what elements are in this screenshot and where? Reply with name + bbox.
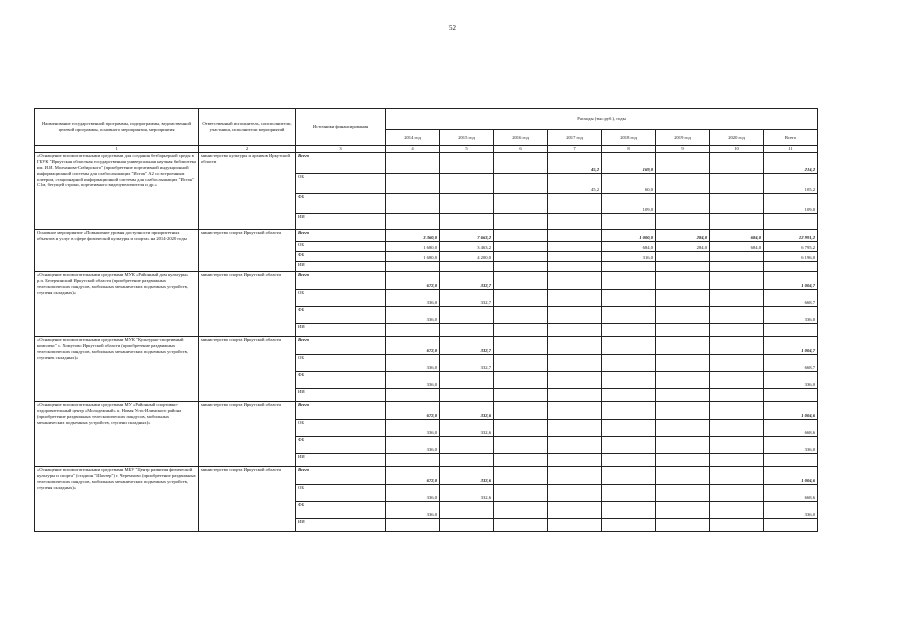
amount-cell [764, 214, 818, 230]
amount-cell [602, 324, 656, 337]
amount-cell: 214,2 [764, 153, 818, 174]
amount-cell [548, 262, 602, 272]
measure-executor: министерство культуры и архивов Иркутской области [199, 153, 296, 230]
amount-cell: 1 680,0 [386, 242, 440, 252]
header-year: 2016 год [494, 130, 548, 146]
amount-cell: 3 463,2 [440, 242, 494, 252]
amount-cell [494, 454, 548, 467]
amount-cell [494, 230, 548, 242]
header-source: Источники финансирования [296, 109, 386, 146]
amount-cell: 332,7 [440, 337, 494, 355]
amount-cell: 332,7 [440, 272, 494, 290]
measure-executor: министерство спорта Иркутской области [199, 337, 296, 402]
amount-cell [656, 194, 710, 214]
amount-cell [656, 485, 710, 502]
funding-source: Всего [296, 153, 386, 174]
amount-cell [386, 153, 440, 174]
column-number: 3 [296, 146, 386, 153]
amount-cell [602, 372, 656, 389]
header-year: 2017 год [548, 130, 602, 146]
amount-cell [494, 519, 548, 532]
funding-source: Всего [296, 337, 386, 355]
amount-cell [494, 502, 548, 519]
funding-source: ИИ [296, 214, 386, 230]
amount-cell [440, 307, 494, 324]
amount-cell [602, 337, 656, 355]
funding-source: ИИ [296, 324, 386, 337]
table-row [35, 272, 818, 290]
funding-source: ИИ [296, 454, 386, 467]
amount-cell [440, 194, 494, 214]
funding-source: Всего [296, 230, 386, 242]
amount-cell: 332,6 [440, 467, 494, 485]
funding-source: ФБ [296, 194, 386, 214]
funding-source: ОБ [296, 485, 386, 502]
amount-cell [440, 372, 494, 389]
amount-cell [440, 174, 494, 194]
amount-cell [710, 272, 764, 290]
amount-cell [440, 454, 494, 467]
amount-cell [656, 355, 710, 372]
amount-cell [656, 290, 710, 307]
amount-cell [710, 420, 764, 437]
funding-source: ИИ [296, 262, 386, 272]
amount-cell: 668,7 [764, 355, 818, 372]
amount-cell [548, 467, 602, 485]
column-number: 9 [656, 146, 710, 153]
amount-cell: 169,0 [602, 153, 656, 174]
amount-cell: 336,0 [386, 437, 440, 454]
amount-cell [656, 420, 710, 437]
amount-cell [602, 437, 656, 454]
amount-cell: 332,7 [440, 290, 494, 307]
financing-table [34, 108, 818, 532]
amount-cell [764, 262, 818, 272]
amount-cell: 336,0 [764, 437, 818, 454]
page-number: 52 [449, 24, 456, 32]
funding-source: Всего [296, 272, 386, 290]
header-year: 2014 год [386, 130, 440, 146]
amount-cell [494, 214, 548, 230]
amount-cell [386, 454, 440, 467]
amount-cell [494, 153, 548, 174]
amount-cell [710, 437, 764, 454]
amount-cell: 332,6 [440, 420, 494, 437]
amount-cell: 336,0 [386, 307, 440, 324]
funding-source: ОБ [296, 355, 386, 372]
amount-cell [548, 324, 602, 337]
amount-cell: 6 196,0 [764, 252, 818, 262]
amount-cell [548, 485, 602, 502]
amount-cell [440, 502, 494, 519]
amount-cell [710, 389, 764, 402]
amount-cell [710, 502, 764, 519]
amount-cell [494, 272, 548, 290]
amount-cell [548, 502, 602, 519]
amount-cell [656, 467, 710, 485]
amount-cell [494, 324, 548, 337]
funding-source: Всего [296, 467, 386, 485]
amount-cell [494, 337, 548, 355]
amount-cell: 336,0 [386, 290, 440, 307]
amount-cell [548, 437, 602, 454]
amount-cell [548, 454, 602, 467]
amount-cell [656, 214, 710, 230]
column-number: 8 [602, 146, 656, 153]
amount-cell: 336,0 [386, 502, 440, 519]
amount-cell [440, 389, 494, 402]
amount-cell [548, 420, 602, 437]
amount-cell [602, 402, 656, 420]
amount-cell: 332,7 [440, 355, 494, 372]
funding-source: ОБ [296, 242, 386, 252]
amount-cell: 284,0 [656, 230, 710, 242]
funding-source: ФБ [296, 372, 386, 389]
amount-cell [710, 307, 764, 324]
funding-source: ФБ [296, 307, 386, 324]
amount-cell [548, 230, 602, 242]
amount-cell [494, 467, 548, 485]
funding-source: ОБ [296, 174, 386, 194]
amount-cell [656, 372, 710, 389]
amount-cell [602, 290, 656, 307]
amount-cell [386, 262, 440, 272]
measure-name: Основное мероприятие «Повышение уровня доступности приоритетных объектов и услуг в сфере физической культуры и спорта» на 2014-2020 годы [35, 230, 199, 272]
amount-cell [440, 153, 494, 174]
amount-cell: 6 795,2 [764, 242, 818, 252]
amount-cell [548, 337, 602, 355]
amount-cell: 284,0 [656, 242, 710, 252]
amount-cell: 684,0 [602, 242, 656, 252]
amount-cell [440, 324, 494, 337]
amount-cell [710, 324, 764, 337]
column-number: 2 [199, 146, 296, 153]
column-number: 5 [440, 146, 494, 153]
amount-cell [656, 437, 710, 454]
amount-cell [494, 252, 548, 262]
funding-source: ОБ [296, 420, 386, 437]
amount-cell [656, 262, 710, 272]
column-number: 6 [494, 146, 548, 153]
amount-cell [386, 324, 440, 337]
amount-cell: 1 004,7 [764, 272, 818, 290]
header-executor: Ответственный исполнитель, соисполнители, участники, исполнители мероприятий [199, 109, 296, 146]
amount-cell [602, 502, 656, 519]
amount-cell: 332,6 [440, 485, 494, 502]
amount-cell [548, 402, 602, 420]
amount-cell [494, 389, 548, 402]
amount-cell [764, 454, 818, 467]
amount-cell [440, 519, 494, 532]
amount-cell [440, 214, 494, 230]
amount-cell: 45,2 [548, 153, 602, 174]
amount-cell [656, 402, 710, 420]
amount-cell [602, 485, 656, 502]
amount-cell: 336,0 [386, 485, 440, 502]
amount-cell [656, 337, 710, 355]
amount-cell: 684,0 [710, 242, 764, 252]
measure-executor: министерство спорта Иркутской области [199, 467, 296, 532]
header-expenses: Расходы (тыс.руб.), годы [386, 109, 818, 130]
amount-cell [710, 262, 764, 272]
amount-cell: 105,2 [764, 174, 818, 194]
amount-cell: 1 004,6 [764, 467, 818, 485]
amount-cell [656, 307, 710, 324]
amount-cell [656, 454, 710, 467]
amount-cell [710, 214, 764, 230]
amount-cell [494, 402, 548, 420]
amount-cell [710, 337, 764, 355]
amount-cell: 336,0 [764, 372, 818, 389]
amount-cell: 1 004,7 [764, 337, 818, 355]
amount-cell [386, 214, 440, 230]
amount-cell [494, 307, 548, 324]
column-number: 11 [764, 146, 818, 153]
header-year: 2020 год [710, 130, 764, 146]
amount-cell [602, 389, 656, 402]
amount-cell: 7 663,2 [440, 230, 494, 242]
amount-cell [656, 272, 710, 290]
amount-cell [710, 372, 764, 389]
amount-cell: 668,6 [764, 485, 818, 502]
funding-source: ФБ [296, 502, 386, 519]
amount-cell [602, 262, 656, 272]
financing-table-container [34, 108, 818, 532]
amount-cell [602, 272, 656, 290]
amount-cell [764, 389, 818, 402]
amount-cell [548, 389, 602, 402]
amount-cell [494, 485, 548, 502]
amount-cell [710, 174, 764, 194]
amount-cell [710, 252, 764, 262]
measure-name: «Оснащение вспомогательными средствами МУК «Районный дом культуры» р.п. Безерчинский Иркутской области (приобретение раздвижных телескопических пандусов, мобильных механических подъемных устройств, ступеня складных)» [35, 272, 199, 337]
amount-cell [494, 174, 548, 194]
amount-cell: 336,0 [386, 372, 440, 389]
amount-cell: 668,6 [764, 420, 818, 437]
amount-cell [548, 290, 602, 307]
amount-cell [548, 272, 602, 290]
amount-cell [656, 502, 710, 519]
amount-cell [440, 437, 494, 454]
amount-cell [548, 372, 602, 389]
amount-cell: 684,0 [710, 230, 764, 242]
amount-cell: 672,0 [386, 402, 440, 420]
amount-cell: 332,6 [440, 402, 494, 420]
table-row [35, 153, 818, 174]
amount-cell: 4 200,0 [440, 252, 494, 262]
funding-source: ФБ [296, 437, 386, 454]
amount-cell: 3 360,0 [386, 230, 440, 242]
column-number: 4 [386, 146, 440, 153]
amount-cell [656, 519, 710, 532]
measure-executor: министерство спорта Иркутской области [199, 402, 296, 467]
funding-source: ИИ [296, 389, 386, 402]
amount-cell [710, 194, 764, 214]
amount-cell [602, 355, 656, 372]
amount-cell [710, 485, 764, 502]
column-number: 10 [710, 146, 764, 153]
amount-cell [494, 262, 548, 272]
amount-cell: 336,0 [764, 307, 818, 324]
funding-source: ОБ [296, 290, 386, 307]
amount-cell [386, 174, 440, 194]
amount-cell [494, 420, 548, 437]
amount-cell [710, 402, 764, 420]
amount-cell [548, 214, 602, 230]
header-year: 2015 год [440, 130, 494, 146]
amount-cell [494, 437, 548, 454]
funding-source: ФБ [296, 252, 386, 262]
amount-cell: 336,0 [764, 502, 818, 519]
amount-cell [548, 252, 602, 262]
header-year: Всего [764, 130, 818, 146]
header-name: Наименование государственной программы, подпрограммы, ведомственной целевой программы, основного мероприятия, мероприятия [35, 109, 199, 146]
amount-cell: 60,0 [602, 174, 656, 194]
amount-cell [602, 519, 656, 532]
amount-cell: 109,0 [764, 194, 818, 214]
amount-cell [548, 307, 602, 324]
amount-cell: 672,0 [386, 337, 440, 355]
amount-cell [494, 194, 548, 214]
funding-source: Всего [296, 402, 386, 420]
amount-cell [710, 467, 764, 485]
table-row [35, 230, 818, 242]
amount-cell [656, 174, 710, 194]
amount-cell [710, 290, 764, 307]
amount-cell [710, 153, 764, 174]
amount-cell [764, 324, 818, 337]
measure-name: «Оснащение вспомогательными средствами МБУ "Центр развития физической культуры и спорта" (стадион "Шахтер") г. Черемхово (приобретение раздвижных телескопических пандусов, мобильных механических подъемных устройств, ступеня складных)» [35, 467, 199, 532]
table-row [35, 337, 818, 355]
header-year: 2018 год [602, 130, 656, 146]
amount-cell: 672,0 [386, 467, 440, 485]
measure-name: «Оснащение вспомогательными средствами для создания безбарьерной среды в ГБУК "Иркутская областная государственная универсальная научная библиотека им. И.И. Молчанова-Сибирского" (приобретение портативной индукционной информационной системы для слабослышащих "Исток" А2 со встроенным плеером, стационарной информационной системы для слабослышащих "Исток" С1м, бегущей строки, портативного видеоувеличителя и др.» [35, 153, 199, 230]
amount-cell [548, 519, 602, 532]
amount-cell [548, 194, 602, 214]
amount-cell [386, 389, 440, 402]
amount-cell [548, 355, 602, 372]
measure-executor: министерство спорта Иркутской области [199, 272, 296, 337]
amount-cell [602, 454, 656, 467]
amount-cell [494, 242, 548, 252]
amount-cell [494, 290, 548, 307]
table-row [35, 402, 818, 420]
amount-cell [710, 355, 764, 372]
amount-cell: 336,0 [386, 355, 440, 372]
amount-cell: 316,0 [602, 252, 656, 262]
measure-name: «Оснащение вспомогательными средствами МУ «Районный спортивно-оздоровительный центр «Молодежный» п. Новая Усть-Илимского района (приобретение раздвижных телескопических пандусов, мобильных механических подъемных устройств, ступени складных)» [35, 402, 199, 467]
measure-executor: министерство спорта Иркутской области [199, 230, 296, 272]
amount-cell [710, 519, 764, 532]
amount-cell: 1 000,0 [602, 230, 656, 242]
amount-cell [602, 214, 656, 230]
amount-cell: 668,7 [764, 290, 818, 307]
amount-cell [440, 262, 494, 272]
amount-cell: 1 680,0 [386, 252, 440, 262]
amount-cell [494, 372, 548, 389]
amount-cell [656, 324, 710, 337]
table-row [35, 467, 818, 485]
amount-cell [656, 389, 710, 402]
amount-cell [656, 252, 710, 262]
amount-cell [386, 519, 440, 532]
amount-cell [386, 194, 440, 214]
amount-cell: 1 004,6 [764, 402, 818, 420]
amount-cell: 672,0 [386, 272, 440, 290]
amount-cell: 45,2 [548, 174, 602, 194]
column-number: 1 [35, 146, 199, 153]
amount-cell: 336,0 [386, 420, 440, 437]
funding-source: ИИ [296, 519, 386, 532]
amount-cell [602, 307, 656, 324]
amount-cell [602, 420, 656, 437]
amount-cell [710, 454, 764, 467]
header-year: 2019 год [656, 130, 710, 146]
amount-cell: 109,0 [602, 194, 656, 214]
amount-cell [764, 519, 818, 532]
amount-cell [656, 153, 710, 174]
amount-cell: 12 991,2 [764, 230, 818, 242]
amount-cell [494, 355, 548, 372]
column-number: 7 [548, 146, 602, 153]
amount-cell [548, 242, 602, 252]
measure-name: «Оснащение вспомогательными средствами МУК "Культурно-спортивный комплекс" с. Хомутово Иркутской области (приобретение раздвижных телескопических пандусов, мобильных механических подъемных устройств, ступенек складных)» [35, 337, 199, 402]
amount-cell [602, 467, 656, 485]
